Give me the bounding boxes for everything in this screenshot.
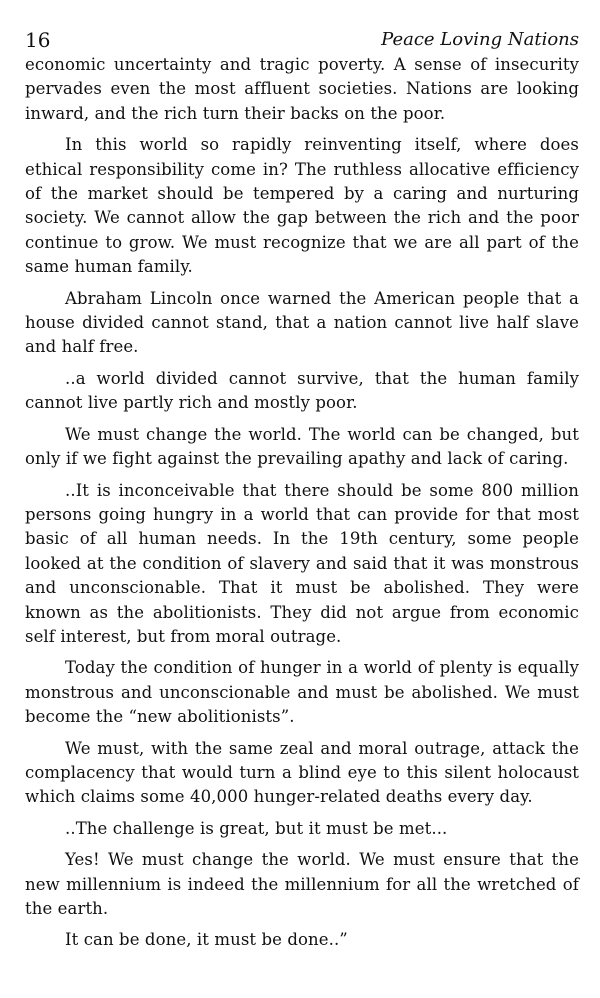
- page-number: 16: [25, 28, 51, 52]
- paragraph: ..a world divided cannot survive, that the human family cannot live partly rich and mostly poor.: [25, 368, 579, 413]
- paragraph: Yes! We must change the world. We must ensure that the new millennium is indeed the millennium for all the wretched of the earth.: [25, 850, 579, 918]
- book-page: [25, 27, 579, 960]
- paragraph: Today the condition of hunger in a world of plenty is equally monstrous and unconscionable and must be abolished. We must become the “new abolitionists”.: [25, 658, 579, 727]
- paragraph: economic uncertainty and tragic poverty. A sense of insecurity pervades even the most affluent societies. Nations are looking inward, and the rich turn their backs on the poor.: [25, 55, 579, 123]
- paragraph: We must change the world. The world can be changed, but only if we fight against the prevailing apathy and lack of caring.: [25, 424, 579, 469]
- running-title: Peace Loving Nations: [381, 29, 579, 50]
- paragraph: It can be done, it must be done..”: [65, 930, 348, 950]
- running-header: [25, 27, 579, 53]
- body-text: [25, 53, 579, 953]
- paragraph: ..It is inconceivable that there should be some 800 million persons going hungry in a world that can provide for that most basic of all human needs. In the 19th century, some people looked at the condition of slavery and said that it was monstrous and unconscionable. That it must be abolished. They were known as the abolitionists. They did not argue from economic self interest, but from moral outrage.: [25, 480, 579, 646]
- paragraph: We must, with the same zeal and moral outrage, attack the complacency that would turn a blind eye to this silent holocaust which claims some 40,000 hunger-related deaths every day.: [25, 738, 579, 807]
- paragraph: ..The challenge is great, but it must be met...: [65, 818, 448, 838]
- paragraph: Abraham Lincoln once warned the American people that a house divided cannot stand, that a nation cannot live half slave and half free.: [25, 288, 579, 357]
- paragraph: In this world so rapidly reinventing itself, where does ethical responsibility come in? The ruthless allocative efficiency of the market should be tempered by a caring and nurturing society. We cannot allow the gap between the rich and the poor continue to grow. We must recognize that we are all part of the same human family.: [25, 135, 579, 277]
